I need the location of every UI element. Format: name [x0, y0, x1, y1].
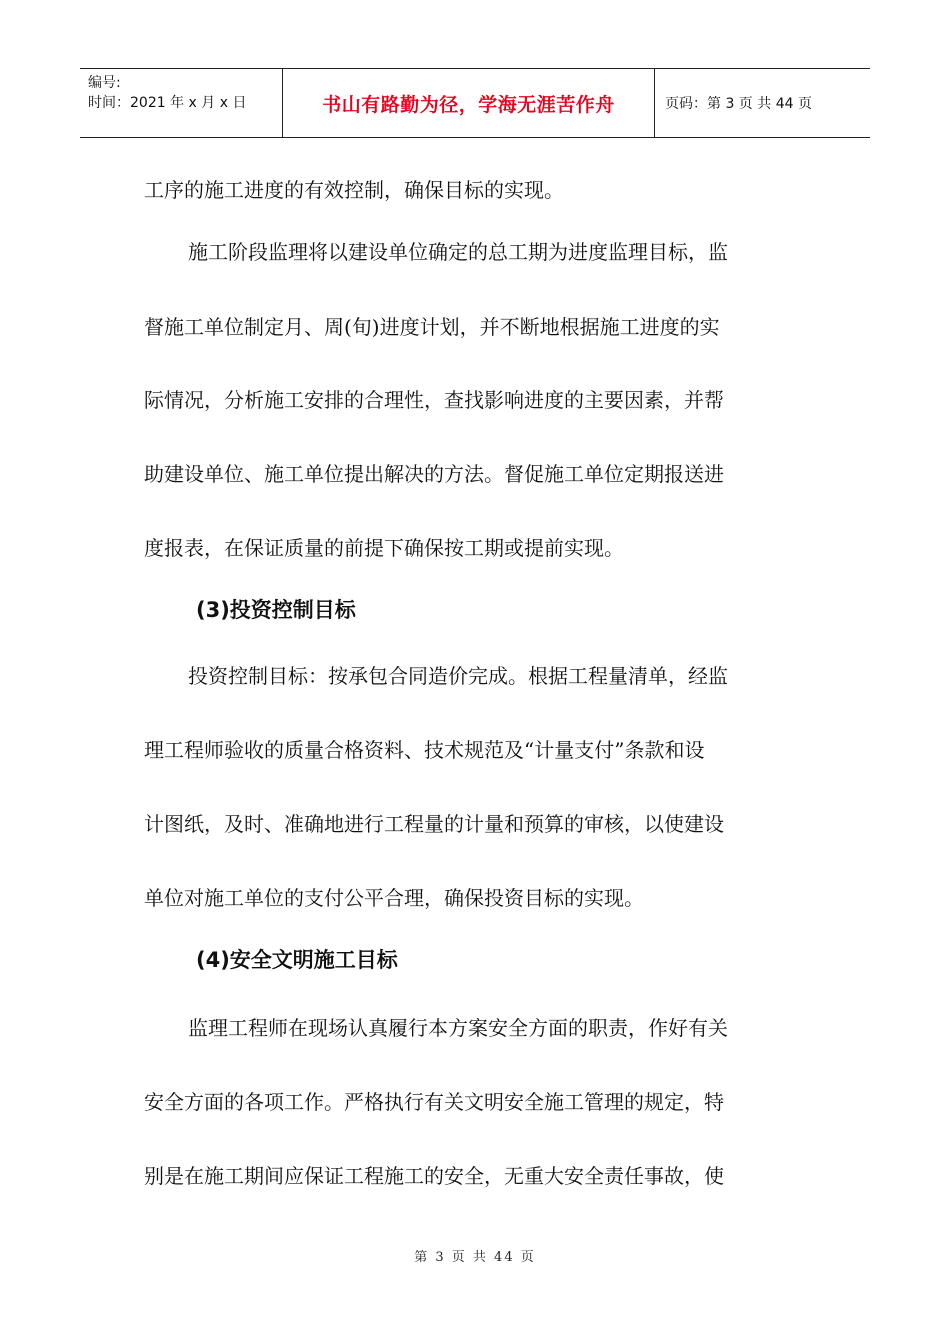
section-heading-investment: (3)投资控制目标: [196, 598, 356, 622]
paragraph-line: 监理工程师在现场认真履行本方案安全方面的职责，作好有关: [188, 1016, 728, 1040]
paragraph-line: 理工程师验收的质量合格资料、技术规范及“计量支付”条款和设: [144, 738, 705, 762]
document-date: 时间：2021 年 x 月 x 日: [88, 95, 247, 111]
paragraph-line: 单位对施工单位的支付公平合理，确保投资目标的实现。: [144, 886, 644, 910]
document-number-label: 编号:: [88, 75, 121, 91]
header-page-info: 页码：第 3 页 共 44 页: [665, 96, 812, 112]
paragraph-line: 投资控制目标：按承包合同造价完成。根据工程量清单，经监: [188, 664, 728, 688]
header-meta: [80, 69, 282, 137]
paragraph-line: 别是在施工期间应保证工程施工的安全，无重大安全责任事故，使: [144, 1164, 724, 1188]
paragraph-line: 安全方面的各项工作。严格执行有关文明安全施工管理的规定，特: [144, 1090, 724, 1114]
paragraph-line: 施工阶段监理将以建设单位确定的总工期为进度监理目标，监: [188, 240, 728, 264]
paragraph-line: 际情况，分析施工安排的合理性，查找影响进度的主要因素，并帮: [144, 388, 724, 412]
paragraph-line: 度报表，在保证质量的前提下确保按工期或提前实现。: [144, 536, 624, 560]
section-heading-safety: (4)安全文明施工目标: [196, 948, 398, 972]
paragraph-line: 助建设单位、施工单位提出解决的方法。督促施工单位定期报送进: [144, 462, 724, 486]
paragraph-line: 工序的施工进度的有效控制，确保目标的实现。: [144, 178, 564, 202]
page-header: [80, 68, 870, 138]
page-footer: 第 3 页 共 44 页: [414, 1250, 536, 1265]
paragraph-line: 督施工单位制定月、周(旬)进度计划，并不断地根据施工进度的实: [144, 315, 720, 339]
paragraph-line: 计图纸，及时、准确地进行工程量的计量和预算的审核，以使建设: [144, 812, 724, 836]
header-motto: 书山有路勤为径，学海无涯苦作舟: [282, 69, 655, 137]
